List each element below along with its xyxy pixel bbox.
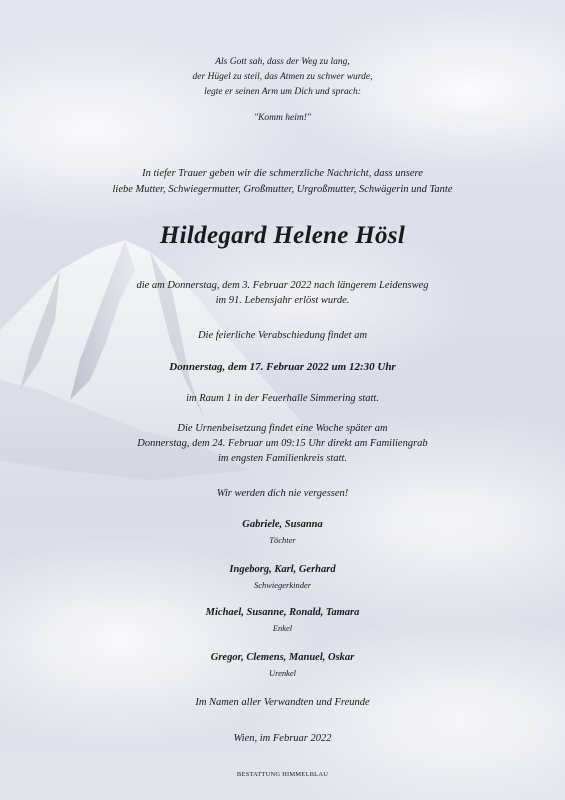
poem-line: legte er seinen Arm um Dich und sprach: xyxy=(204,87,361,97)
mourner-relation: Schwiegerkinder xyxy=(253,580,312,590)
poem-line: Als Gott sah, dass der Weg zu lang, xyxy=(215,57,350,67)
farewell-intro: Die feierliche Verabschiedung findet am xyxy=(197,330,368,341)
urn-line: Die Urnenbeisetzung findet eine Woche später am xyxy=(177,423,388,434)
mourner-relation: Enkel xyxy=(272,623,293,633)
mourner-names: Ingeborg, Karl, Gerhard xyxy=(229,564,336,575)
death-line: die am Donnerstag, dem 3. Februar 2022 nach längerem Leidensweg xyxy=(136,280,429,291)
poem-quote: "Komm heim!" xyxy=(254,113,311,123)
mourner-names: Gregor, Clemens, Manuel, Oskar xyxy=(210,652,355,663)
farewell-place: im Raum 1 in der Feuerhalle Simmering statt. xyxy=(186,393,379,404)
funeral-home-footer: BESTATTUNG HIMMELBLAU xyxy=(236,771,329,778)
mourner-relation: Töchter xyxy=(269,535,296,545)
relatives-line: Im Namen aller Verwandten und Freunde xyxy=(195,697,370,708)
death-line: im 91. Lebensjahr erlöst wurde. xyxy=(215,295,350,306)
intro-line: liebe Mutter, Schwiegermutter, Großmutter, Urgroßmutter, Schwägerin und Tante xyxy=(112,184,453,195)
mourner-relation: Urenkel xyxy=(268,668,297,678)
urn-line: im engsten Familienkreis statt. xyxy=(217,453,348,464)
intro-line: In tiefer Trauer geben wir die schmerzliche Nachricht, dass unsere xyxy=(142,168,423,179)
urn-line: Donnerstag, dem 24. Februar um 09:15 Uhr direkt am Familiengrab xyxy=(137,438,428,449)
mourner-names: Michael, Susanne, Ronald, Tamara xyxy=(205,607,360,618)
mourner-names: Gabriele, Susanna xyxy=(242,519,323,530)
place-date: Wien, im Februar 2022 xyxy=(233,733,332,744)
deceased-name: Hildegard Helene Hösl xyxy=(159,222,406,249)
remember-line: Wir werden dich nie vergessen! xyxy=(216,488,349,499)
farewell-date: Donnerstag, dem 17. Februar 2022 um 12:30 Uhr xyxy=(169,361,396,373)
poem-line: der Hügel zu steil, das Atmen zu schwer wurde, xyxy=(192,72,373,82)
